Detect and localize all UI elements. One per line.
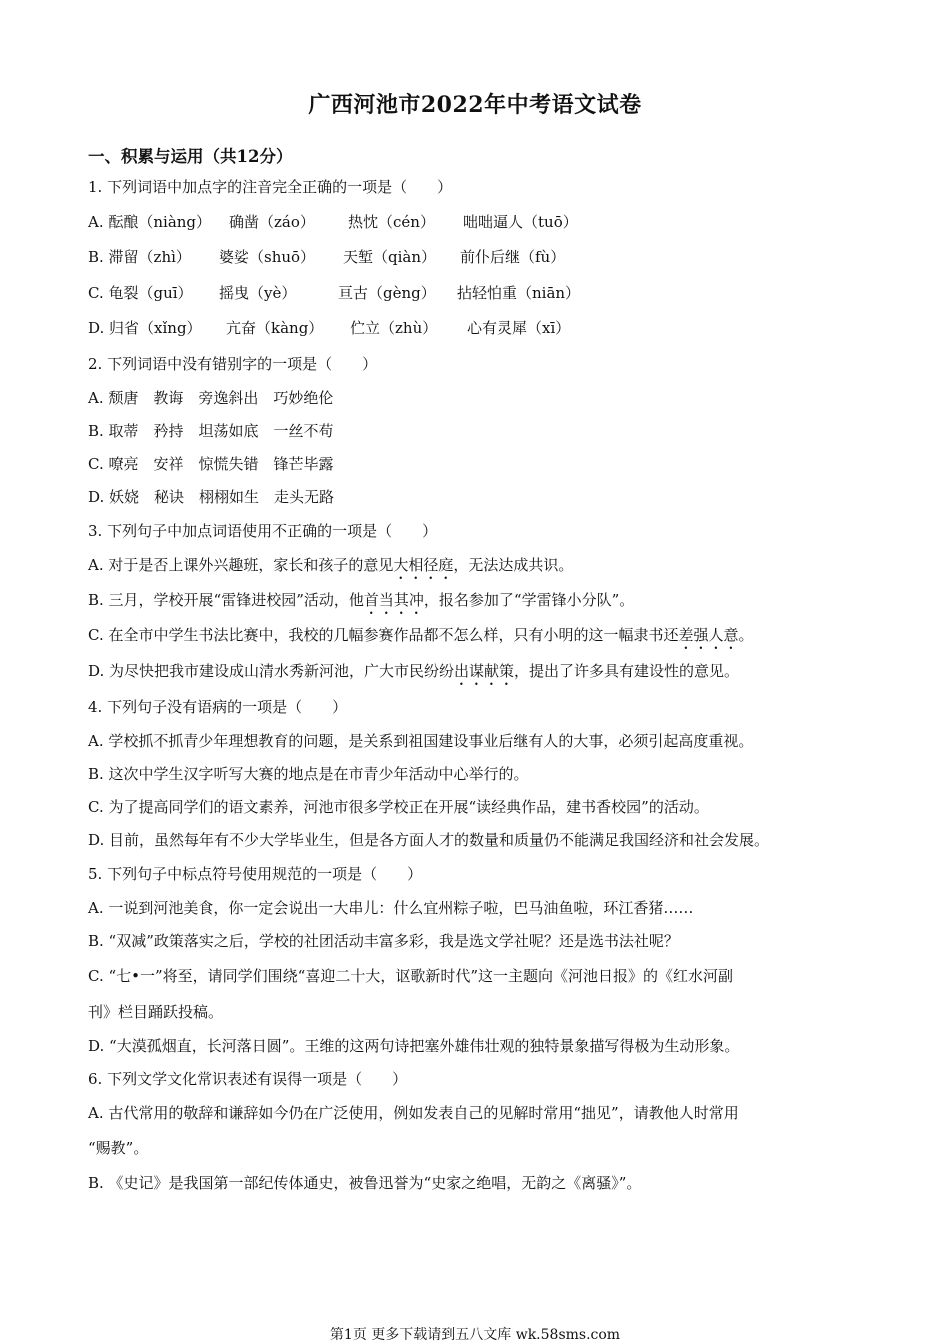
q5-option-d: D. “大漠孤烟直，长河落日圆”。王维的这两句诗把塞外雄伟壮观的独特景象描写得极为生动形象。	[88, 1037, 740, 1055]
q3-option-b	[88, 590, 634, 618]
q1-option-c-2: 摇曳（yè）	[219, 284, 297, 302]
question-2-stem: 2. 下列词语中没有错别字的一项是（ ）	[88, 355, 378, 373]
q1-option-c-3: 亘古（gèng）	[338, 284, 436, 302]
q3-a-text-after: ，无法达成共识。	[453, 556, 574, 574]
q2-option-b: B. 取蒂 矜持 坦荡如底 一丝不苟	[88, 422, 334, 440]
q1-option-d-4: 心有灵犀（xī）	[467, 319, 571, 337]
q3-option-c	[88, 625, 754, 653]
section-heading: 一、积累与运用（共12分）	[88, 147, 293, 166]
q1-option-a-2: 确凿（záo）	[229, 213, 315, 231]
q3-option-d	[88, 661, 739, 689]
q3-a-text-before: A. 对于是否上课外兴趣班，家长和孩子的意见	[88, 556, 394, 574]
q3-d-dotted-phrase: 出谋献策	[454, 662, 515, 680]
q3-b-text-before: B. 三月，学校开展“雷锋进校园”活动，他	[88, 591, 364, 609]
q3-d-text-before: D. 为尽快把我市建设成山清水秀新河池，广大市民纷纷	[88, 662, 455, 680]
q4-option-a: A. 学校抓不抓青少年理想教育的问题，是关系到祖国建设事业后继有人的大事，必须引起高度重视。	[88, 732, 754, 750]
q1-option-a-3: 热忱（cén）	[348, 213, 435, 231]
q5-option-b: B. “双减”政策落实之后，学校的社团活动丰富多彩，我是选文学社呢？还是选书法社呢？	[88, 932, 679, 950]
q6-option-a-continued: “赐教”。	[88, 1139, 149, 1157]
question-3-stem: 3. 下列句子中加点词语使用不正确的一项是（ ）	[88, 522, 438, 540]
q1-option-d-3: 伫立（zhù）	[350, 319, 438, 337]
q3-a-dotted-phrase: 大相径庭	[393, 556, 454, 574]
q6-option-a: A. 古代常用的敬辞和谦辞如今仍在广泛使用，例如发表自己的见解时常用“拙见”，请教他人时常用	[88, 1104, 739, 1122]
q6-option-b: B. 《史记》是我国第一部纪传体通史，被鲁迅誉为“史家之绝唱，无韵之《离骚》”。	[88, 1174, 642, 1192]
q4-option-b: B. 这次中学生汉字听写大赛的地点是在市青少年活动中心举行的。	[88, 765, 529, 783]
q4-option-c: C. 为了提高同学们的语文素养，河池市很多学校正在开展“读经典作品，建书香校园”的活动。	[88, 798, 709, 816]
q3-b-dotted-phrase: 首当其冲	[363, 591, 424, 609]
q2-option-a: A. 颓唐 教诲 旁逸斜出 巧妙绝伦	[88, 389, 334, 407]
question-1-stem: 1. 下列词语中加点字的注音完全正确的一项是（ ）	[88, 178, 453, 196]
q5-option-c-continued: 刊》栏目踊跃投稿。	[88, 1003, 224, 1021]
q1-option-b-1: B. 滞留（zhì）	[88, 248, 191, 266]
q3-c-text-before: C. 在全市中学生书法比赛中，我校的几幅参赛作品都不怎么样，只有小明的这一幅隶书还	[88, 626, 679, 644]
q4-option-d: D. 目前，虽然每年有不少大学毕业生，但是各方面人才的数量和质量仍不能满足我国经济和社会发展。	[88, 831, 770, 849]
q2-option-c: C. 嘹亮 安祥 惊慌失错 锋芒毕露	[88, 455, 334, 473]
q1-option-d-1: D. 归省（xǐng）	[88, 319, 202, 337]
question-6-stem: 6. 下列文学文化常识表述有误得一项是（ ）	[88, 1070, 408, 1088]
q1-option-a-4: 咄咄逼人（tuō）	[463, 213, 578, 231]
q1-option-c-1: C. 龟裂（guī）	[88, 284, 193, 302]
q5-option-a: A. 一说到河池美食，你一定会说出一大串儿：什么宜州粽子啦，巴马油鱼啦，环江香猪……	[88, 899, 694, 917]
page-footer: 第1页 更多下载请到五八文库 wk.58sms.com	[329, 1327, 621, 1343]
q3-c-text-after: 。	[738, 626, 754, 644]
q3-c-dotted-phrase: 差强人意	[678, 626, 739, 644]
q1-option-d-2: 亢奋（kàng）	[226, 319, 324, 337]
q1-option-b-3: 天堑（qiàn）	[343, 248, 437, 266]
q3-d-text-after: ，提出了许多具有建设性的意见。	[514, 662, 740, 680]
q3-b-text-after: ，报名参加了“学雷锋小分队”。	[423, 591, 635, 609]
q2-option-d: D. 妖娆 秘诀 栩栩如生 走头无路	[88, 488, 335, 506]
q1-option-b-4: 前仆后继（fù）	[460, 248, 566, 266]
page-title: 广西河池市2022年中考语文试卷	[308, 92, 642, 118]
question-5-stem: 5. 下列句子中标点符号使用规范的一项是（ ）	[88, 865, 423, 883]
q3-option-a	[88, 555, 573, 583]
q5-option-c: C. “七•一”将至，请同学们围绕“喜迎二十大，讴歌新时代”这一主题向《河池日报》的《红水河副	[88, 967, 734, 985]
q1-option-b-2: 婆娑（shuō）	[219, 248, 316, 266]
q1-option-a-1: A. 酝酿（niàng）	[88, 213, 212, 231]
q1-option-c-4: 拈轻怕重（niān）	[457, 284, 581, 302]
question-4-stem: 4. 下列句子没有语病的一项是（ ）	[88, 698, 348, 716]
